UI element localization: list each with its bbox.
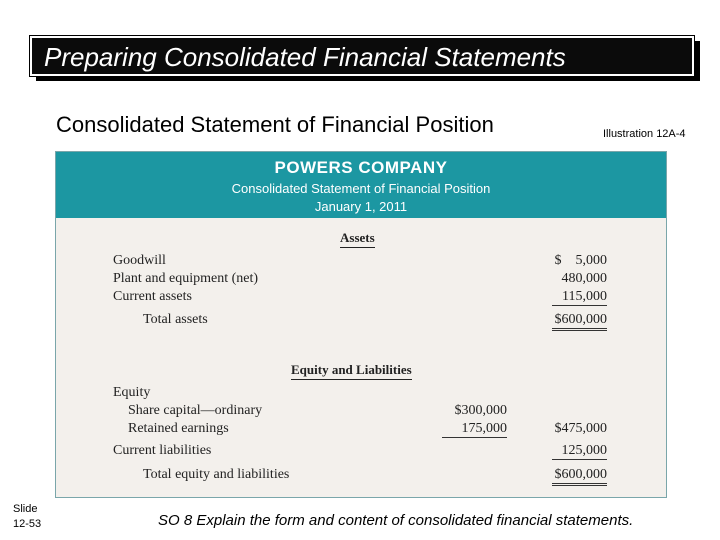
plant-equipment-amount: 480,000 bbox=[561, 271, 607, 286]
slide-label: Slide bbox=[13, 503, 38, 515]
financial-statement bbox=[55, 151, 667, 498]
total-assets-amount: $600,000 bbox=[552, 312, 607, 331]
slide-number: 12-53 bbox=[13, 518, 42, 530]
current-assets-amount: 115,000 bbox=[552, 289, 607, 306]
slide-number-box bbox=[13, 502, 41, 532]
share-capital-label: Share capital—ordinary bbox=[128, 403, 263, 418]
share-capital-amount: $300,000 bbox=[454, 403, 507, 418]
total-equity-amount: $475,000 bbox=[554, 421, 607, 436]
equity-label: Equity bbox=[113, 385, 151, 400]
equity-liabilities-heading: Equity and Liabilities bbox=[291, 362, 412, 380]
company-name: POWERS COMPANY bbox=[274, 158, 448, 177]
plant-equipment-label: Plant and equipment (net) bbox=[113, 271, 259, 286]
assets-heading: Assets bbox=[340, 230, 375, 248]
statement-date: January 1, 2011 bbox=[314, 199, 408, 214]
total-assets-label: Total assets bbox=[143, 312, 208, 327]
statement-header bbox=[56, 152, 666, 218]
slide-title: Preparing Consolidated Financial Statements bbox=[44, 42, 566, 72]
current-liabilities-label: Current liabilities bbox=[113, 443, 212, 458]
statement-name: Consolidated Statement of Financial Position bbox=[231, 181, 491, 196]
goodwill-amount: $ 5,000 bbox=[554, 253, 607, 268]
current-liabilities-amount: 125,000 bbox=[552, 443, 607, 460]
retained-earnings-amount: 175,000 bbox=[442, 421, 507, 438]
subtitle: Consolidated Statement of Financial Position bbox=[56, 112, 494, 137]
retained-earnings-label: Retained earnings bbox=[128, 421, 229, 436]
goodwill-label: Goodwill bbox=[113, 253, 166, 268]
current-assets-label: Current assets bbox=[113, 289, 192, 304]
slide-title-box bbox=[30, 36, 694, 76]
illustration-label: Illustration 12A-4 bbox=[603, 128, 686, 140]
study-objective-footer: SO 8 Explain the form and content of consolidated financial statements. bbox=[158, 512, 634, 529]
total-equity-liabilities-label: Total equity and liabilities bbox=[143, 467, 290, 482]
total-equity-liabilities-amount: $600,000 bbox=[552, 467, 607, 486]
